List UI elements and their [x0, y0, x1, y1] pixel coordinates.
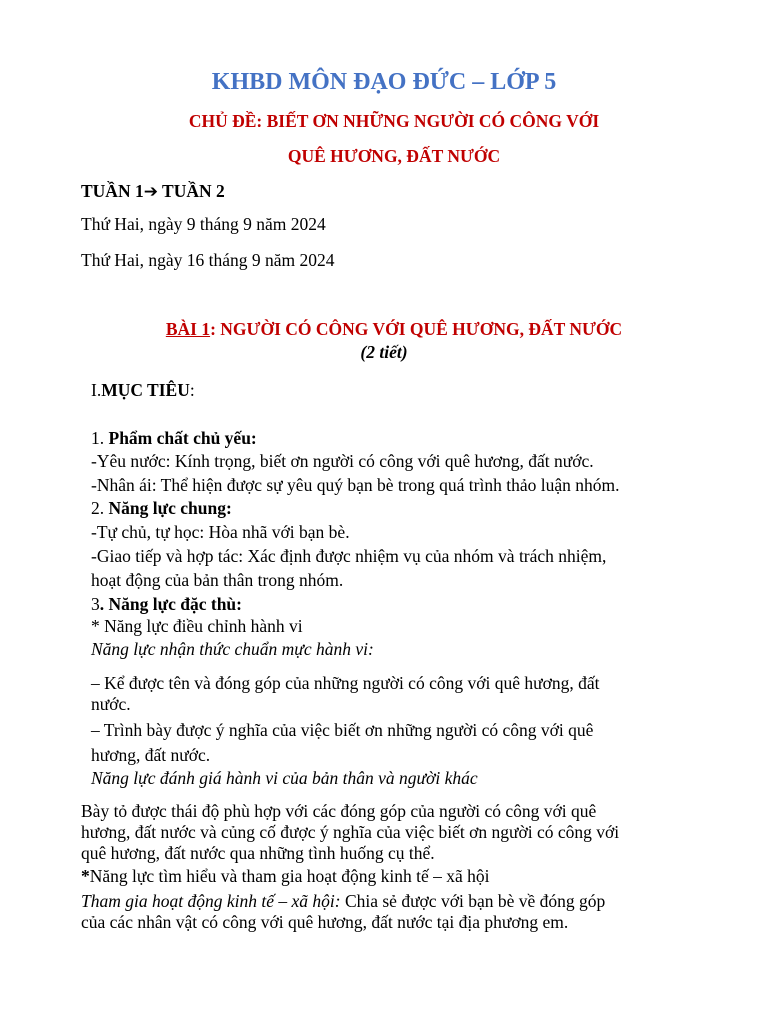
document-title: KHBD MÔN ĐẠO ĐỨC – LỚP 5 — [211, 69, 557, 95]
topic-line-2: QUÊ HƯƠNG, ĐẤT NƯỚC — [287, 146, 501, 166]
section-2-item: -Tự chủ, tự học: Hòa nhã với bạn bè. — [91, 522, 350, 542]
objectives-heading — [91, 379, 195, 401]
evaluation-heading: Năng lực đánh giá hành vi của bản thân và người khác — [91, 768, 478, 788]
section-1-item: -Yêu nước: Kính trọng, biết ơn người có công với quê hương, đất nước. — [91, 451, 594, 471]
evaluation-text: Bày tỏ được thái độ phù hợp với các đóng góp của người có công với quê — [81, 801, 597, 821]
date-line-2: Thứ Hai, ngày 16 tháng 9 năm 2024 — [81, 250, 335, 270]
evaluation-text: quê hương, đất nước qua những tình huống cụ thể. — [81, 843, 435, 863]
lesson-periods: (2 tiết) — [360, 342, 408, 362]
week-range — [81, 180, 225, 203]
week-from: TUẦN 1 — [81, 181, 144, 201]
lesson-title — [0, 318, 768, 340]
social-text — [81, 890, 605, 912]
week-to: TUẦN 2 — [157, 181, 225, 201]
section-2-item: -Giao tiếp và hợp tác: Xác định được nhiệm vụ của nhóm và trách nhiệm, — [91, 546, 607, 566]
social-text-1: Chia sẻ được với bạn bè về đóng góp — [340, 891, 606, 911]
section-3-heading — [91, 593, 242, 615]
section-1-number: 1. — [91, 428, 109, 448]
arrow-right-icon: ➔ — [143, 182, 158, 202]
social-star: * — [81, 866, 90, 886]
section-3-subheading: Năng lực nhận thức chuẩn mực hành vi: — [91, 639, 374, 659]
section-2-heading — [91, 497, 232, 519]
social-heading — [81, 865, 490, 887]
objectives-title: MỤC TIÊU — [101, 380, 190, 400]
date-line-1: Thứ Hai, ngày 9 tháng 9 năm 2024 — [81, 214, 326, 234]
social-text-2: của các nhân vật có công với quê hương, đất nước tại địa phương em. — [81, 912, 569, 932]
social-title: Năng lực tìm hiểu và tham gia hoạt động kinh tế – xã hội — [89, 866, 490, 886]
section-3-title: . Năng lực đặc thù: — [99, 594, 242, 614]
section-1-item: -Nhân ái: Thể hiện được sự yêu quý bạn bè trong quá trình thảo luận nhóm. — [91, 475, 620, 495]
objectives-prefix: I. — [91, 380, 102, 400]
section-3-number: 3 — [91, 594, 100, 614]
lesson-label: BÀI 1 — [165, 319, 211, 339]
section-2-item: hoạt động của bản thân trong nhóm. — [91, 570, 344, 590]
bullet-line: – Kể được tên và đóng góp của những người có công với quê hương, đất — [91, 673, 600, 693]
evaluation-text: hương, đất nước và củng cố được ý nghĩa của việc biết ơn người có công với — [81, 822, 620, 842]
section-1-heading — [91, 427, 257, 449]
bullet-line: nước. — [91, 694, 131, 714]
section-3-line: * Năng lực điều chỉnh hành vi — [91, 616, 303, 636]
section-2-number: 2. — [91, 498, 109, 518]
social-italic: Tham gia hoạt động kinh tế – xã hội: — [81, 891, 341, 911]
objectives-suffix: : — [189, 380, 195, 400]
lesson-colon: : — [210, 319, 221, 339]
topic-line-1: CHỦ ĐỀ: BIẾT ƠN NHỮNG NGƯỜI CÓ CÔNG VỚI — [188, 111, 600, 131]
bullet-line: hương, đất nước. — [91, 745, 211, 765]
section-1-title: Phẩm chất chủ yếu: — [108, 428, 257, 448]
lesson-name: NGƯỜI CÓ CÔNG VỚI QUÊ HƯƠNG, ĐẤT NƯỚC — [220, 319, 623, 339]
bullet-line: – Trình bày được ý nghĩa của việc biết ơn những người có công với quê — [91, 720, 594, 740]
section-2-title: Năng lực chung: — [108, 498, 232, 518]
